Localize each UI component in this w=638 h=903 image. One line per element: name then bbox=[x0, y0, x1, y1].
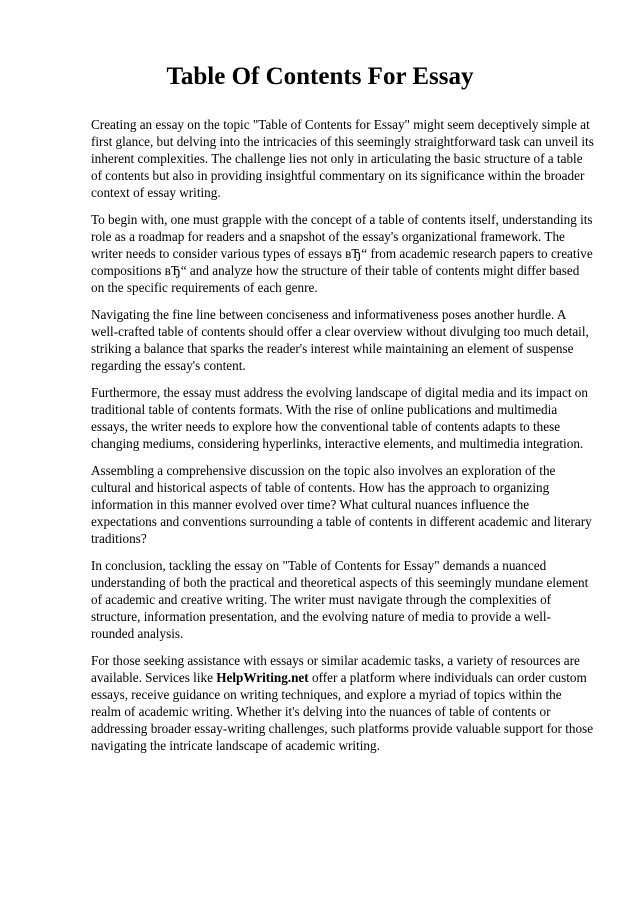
paragraph-concept: To begin with, one must grapple with the concept of a table of contents itself, understanding its role as a roadmap for readers and a snapshot of the essay's organizational framework. The writer needs to consider various types of essays вЂ“ from academic research papers to creative compositions вЂ“ and analyze how the structure of their table of contents might differ based on the specific requirements of each genre. bbox=[91, 212, 593, 295]
paragraph-digital-media: Furthermore, the essay must address the evolving landscape of digital media and its impact on traditional table of contents formats. With the rise of online publications and multimedia essays, the writer needs to explore how the conventional table of contents adapts to these changing mediums, considering hyperlinks, interactive elements, and multimedia integration. bbox=[91, 385, 588, 451]
paragraph-conclusion: In conclusion, tackling the essay on "Table of Contents for Essay" demands a nuanced understanding of both the practical and theoretical aspects of this seemingly mundane element of academic and creative writing. The writer must navigate through the complexities of structure, information presentation, and the evolving nature of media to provide a well-rounded analysis. bbox=[91, 558, 589, 641]
paragraph-resources bbox=[91, 652, 594, 754]
paragraph-intro: Creating an essay on the topic "Table of Contents for Essay" might seem deceptively simple at first glance, but delving into the intricacies of this seemingly straightforward task can unveil its inherent complexities. The challenge lies not only in articulating the basic structure of a table of contents but also in providing insightful commentary on its significance within the broader context of essay writing. bbox=[91, 117, 594, 200]
resources-text-before: For those seeking assistance with essays or similar academic tasks, a variety of resources are available. Services like bbox=[91, 653, 580, 685]
paragraph-cultural-history: Assembling a comprehensive discussion on the topic also involves an exploration of the cultural and historical aspects of table of contents. How has the approach to organizing information in this manner evolved over time? What cultural nuances influence the expectations and conventions surrounding a table of contents in different academic and literary traditions? bbox=[91, 463, 592, 546]
resources-text-after: offer a platform where individuals can order custom essays, receive guidance on writing techniques, and explore a myriad of topics within the realm of academic writing. Whether it's delving into the nuances of table of contents or addressing broader essay-writing challenges, such platforms provide valuable support for those navigating the intricate landscape of academic writing. bbox=[91, 670, 594, 753]
document-title: Table Of Contents For Essay bbox=[166, 63, 474, 90]
brand-name: HelpWriting.net bbox=[216, 670, 309, 685]
paragraph-conciseness: Navigating the fine line between conciseness and informativeness poses another hurdle. A well-crafted table of contents should offer a clear overview without divulging too much detail, striking a balance that sparks the reader's interest while maintaining an element of suspense regarding the essay's content. bbox=[91, 307, 589, 373]
